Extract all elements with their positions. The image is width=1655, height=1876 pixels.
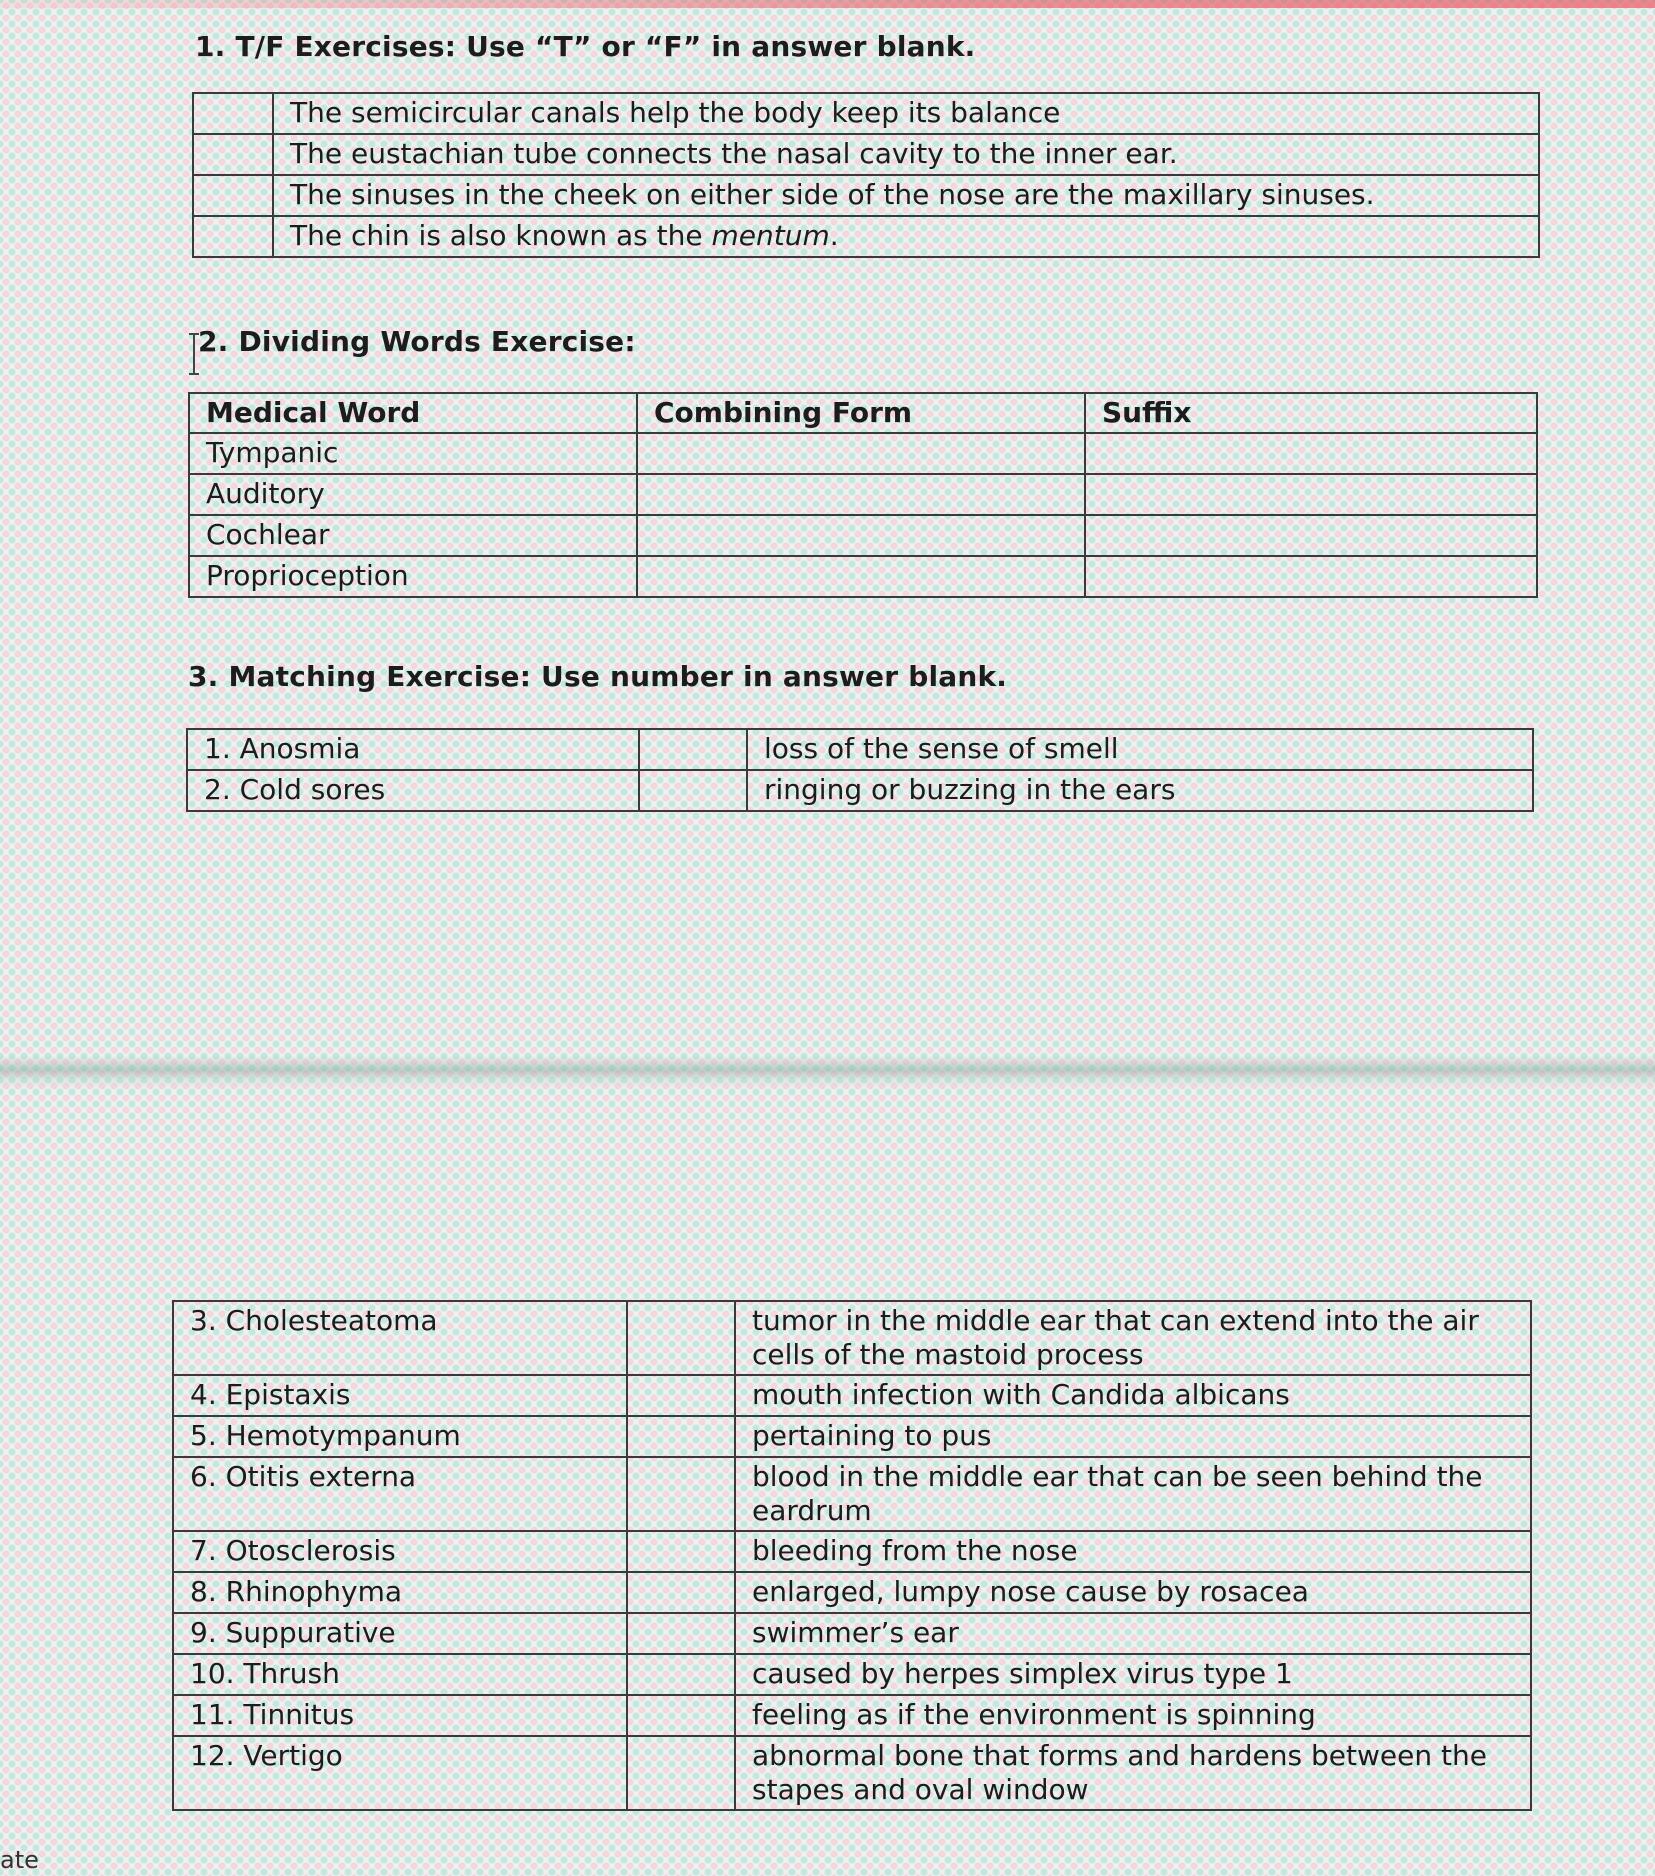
answer-input[interactable]: [644, 1305, 718, 1339]
matching-term: 1. Anosmia: [187, 729, 639, 770]
combining-form-blank[interactable]: [637, 433, 1085, 474]
answer-input[interactable]: [644, 1617, 718, 1651]
matching-definition: swimmer’s ear: [735, 1613, 1531, 1654]
matching-definition: mouth infection with Candida albicans: [735, 1375, 1531, 1416]
matching-term: 12. Vertigo: [173, 1736, 627, 1810]
answer-input[interactable]: [210, 138, 256, 172]
answer-input[interactable]: [654, 478, 1068, 512]
tf-statement: The semicircular canals help the body keep its balance: [273, 93, 1539, 134]
answer-blank[interactable]: [627, 1572, 735, 1613]
answer-input[interactable]: [1102, 478, 1520, 512]
table-row: [173, 1457, 1531, 1531]
suffix-blank[interactable]: [1085, 556, 1537, 597]
table-row: [173, 1736, 1531, 1810]
answer-input[interactable]: [210, 220, 256, 254]
table-header-row: [189, 393, 1537, 433]
matching-table-top: [186, 728, 1534, 812]
matching-definition: feeling as if the environment is spinning: [735, 1695, 1531, 1736]
italic-term: mentum: [711, 219, 830, 252]
table-row: [173, 1531, 1531, 1572]
column-header: Combining Form: [637, 393, 1085, 433]
table-row: [173, 1613, 1531, 1654]
table-row: [173, 1654, 1531, 1695]
table-row: [173, 1572, 1531, 1613]
table-row: [189, 515, 1537, 556]
matching-term: 8. Rhinophyma: [173, 1572, 627, 1613]
medical-word: Cochlear: [189, 515, 637, 556]
matching-definition: caused by herpes simplex virus type 1: [735, 1654, 1531, 1695]
answer-input[interactable]: [210, 179, 256, 213]
matching-term: 6. Otitis externa: [173, 1457, 627, 1531]
table-row: [173, 1301, 1531, 1375]
answer-input[interactable]: [654, 519, 1068, 553]
answer-blank[interactable]: [627, 1416, 735, 1457]
table-row: [193, 175, 1539, 216]
table-row: [189, 556, 1537, 597]
table-row: [193, 134, 1539, 175]
answer-input[interactable]: [644, 1461, 718, 1495]
answer-blank[interactable]: [627, 1695, 735, 1736]
answer-blank[interactable]: [639, 770, 747, 811]
section-title-matching: 3. Matching Exercise: Use number in answer blank.: [188, 660, 1008, 693]
answer-input[interactable]: [644, 1420, 718, 1454]
matching-definition: bleeding from the nose: [735, 1531, 1531, 1572]
table-row: [173, 1375, 1531, 1416]
table-row: [173, 1416, 1531, 1457]
dividing-words-table: [188, 392, 1538, 598]
matching-definition: loss of the sense of smell: [747, 729, 1533, 770]
top-banner-strip: [0, 0, 1655, 8]
matching-term: 4. Epistaxis: [173, 1375, 627, 1416]
matching-term: 11. Tinnitus: [173, 1695, 627, 1736]
answer-input[interactable]: [1102, 519, 1520, 553]
table-row: [193, 216, 1539, 257]
tf-statement: The sinuses in the cheek on either side of the nose are the maxillary sinuses.: [273, 175, 1539, 216]
matching-definition: pertaining to pus: [735, 1416, 1531, 1457]
answer-input[interactable]: [654, 437, 1068, 471]
medical-word: Proprioception: [189, 556, 637, 597]
answer-blank[interactable]: [627, 1301, 735, 1375]
column-header: Suffix: [1085, 393, 1537, 433]
answer-blank[interactable]: [193, 93, 273, 134]
answer-blank[interactable]: [627, 1375, 735, 1416]
answer-input[interactable]: [644, 1699, 718, 1733]
tf-statement: The eustachian tube connects the nasal cavity to the inner ear.: [273, 134, 1539, 175]
matching-definition: blood in the middle ear that can be seen behind the eardrum: [735, 1457, 1531, 1531]
answer-input[interactable]: [644, 1535, 718, 1569]
table-row: [193, 93, 1539, 134]
table-row: [189, 474, 1537, 515]
answer-blank[interactable]: [193, 175, 273, 216]
answer-input[interactable]: [644, 1740, 718, 1774]
matching-term: 7. Otosclerosis: [173, 1531, 627, 1572]
answer-input[interactable]: [654, 560, 1068, 594]
matching-term: 2. Cold sores: [187, 770, 639, 811]
answer-blank[interactable]: [627, 1736, 735, 1810]
answer-input[interactable]: [656, 733, 730, 767]
answer-input[interactable]: [644, 1576, 718, 1610]
answer-blank[interactable]: [193, 216, 273, 257]
answer-input[interactable]: [1102, 560, 1520, 594]
suffix-blank[interactable]: [1085, 433, 1537, 474]
answer-blank[interactable]: [193, 134, 273, 175]
medical-word: Auditory: [189, 474, 637, 515]
answer-input[interactable]: [1102, 437, 1520, 471]
matching-term: 5. Hemotympanum: [173, 1416, 627, 1457]
answer-blank[interactable]: [627, 1531, 735, 1572]
column-header: Medical Word: [189, 393, 637, 433]
matching-term: 9. Suppurative: [173, 1613, 627, 1654]
answer-blank[interactable]: [627, 1654, 735, 1695]
combining-form-blank[interactable]: [637, 474, 1085, 515]
matching-definition: enlarged, lumpy nose cause by rosacea: [735, 1572, 1531, 1613]
suffix-blank[interactable]: [1085, 515, 1537, 556]
matching-table-bottom: [172, 1300, 1532, 1811]
suffix-blank[interactable]: [1085, 474, 1537, 515]
table-row: [187, 770, 1533, 811]
matching-definition: tumor in the middle ear that can extend into the air cells of the mastoid process: [735, 1301, 1531, 1375]
table-row: [189, 433, 1537, 474]
tf-statement: The chin is also known as the mentum.: [273, 216, 1539, 257]
matching-term: 3. Cholesteatoma: [173, 1301, 627, 1375]
medical-word: Tympanic: [189, 433, 637, 474]
answer-blank[interactable]: [639, 729, 747, 770]
matching-definition: abnormal bone that forms and hardens between the stapes and oval window: [735, 1736, 1531, 1810]
screen-fold-band: [0, 1055, 1655, 1089]
answer-input[interactable]: [656, 774, 730, 808]
answer-input[interactable]: [644, 1379, 718, 1413]
matching-definition: ringing or buzzing in the ears: [747, 770, 1533, 811]
section-title-dividing: 2. Dividing Words Exercise:: [198, 325, 636, 358]
answer-blank[interactable]: [627, 1457, 735, 1531]
answer-input[interactable]: [644, 1658, 718, 1692]
answer-blank[interactable]: [627, 1613, 735, 1654]
answer-input[interactable]: [210, 97, 256, 131]
tf-table: [192, 92, 1540, 258]
combining-form-blank[interactable]: [637, 515, 1085, 556]
table-row: [173, 1695, 1531, 1736]
combining-form-blank[interactable]: [637, 556, 1085, 597]
section-title-tf: 1. T/F Exercises: Use “T” or “F” in answer blank.: [195, 30, 976, 63]
corner-fragment-text: ate: [0, 1846, 39, 1874]
table-row: [187, 729, 1533, 770]
matching-term: 10. Thrush: [173, 1654, 627, 1695]
